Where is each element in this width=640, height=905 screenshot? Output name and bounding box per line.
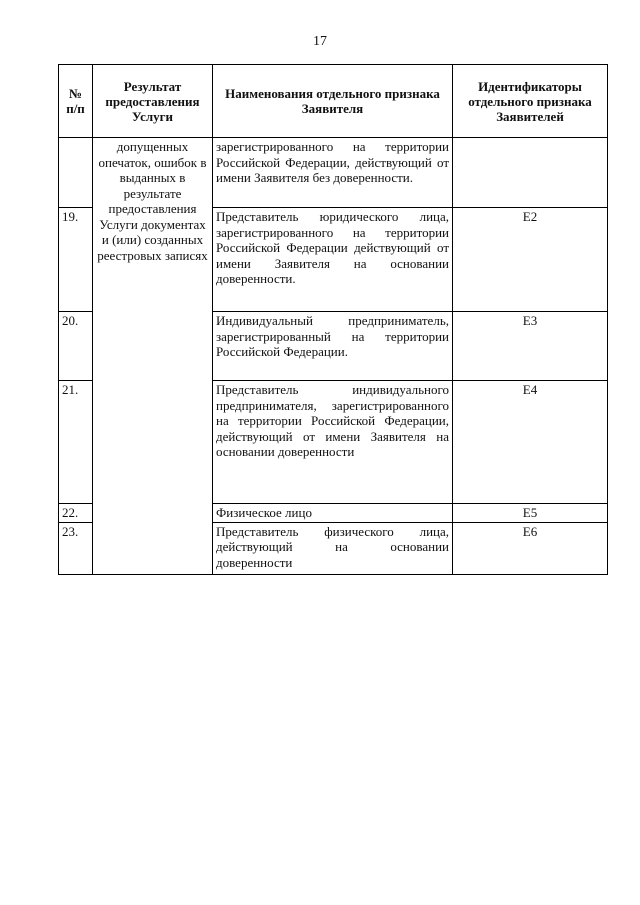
row-name: Представитель юридического лица, зарегистрированного на территории Российской Федерации действующий от имени Заявителя на основании доверенности. bbox=[213, 208, 453, 312]
header-code: Идентификаторы отдельного признака Заявителей bbox=[453, 65, 608, 138]
result-cell bbox=[93, 138, 213, 575]
row-num: 21. bbox=[59, 381, 93, 504]
row-name: Представитель физического лица, действующий на основании доверенности bbox=[213, 522, 453, 574]
row-num: 20. bbox=[59, 312, 93, 381]
row-name: Индивидуальный предприниматель, зарегистрированный на территории Российской Федерации. bbox=[213, 312, 453, 381]
row-code: Е2 bbox=[453, 208, 608, 312]
row-num: 19. bbox=[59, 208, 93, 312]
row-code: Е5 bbox=[453, 504, 608, 523]
row-num bbox=[59, 138, 93, 208]
header-result: Результат предоставления Услуги bbox=[93, 65, 213, 138]
header-name: Наименования отдельного признака Заявителя bbox=[213, 65, 453, 138]
row-name: Физическое лицо bbox=[213, 504, 453, 523]
table-row bbox=[59, 138, 608, 208]
row-code: Е3 bbox=[453, 312, 608, 381]
applicant-table bbox=[58, 64, 608, 575]
row-code: Е6 bbox=[453, 522, 608, 574]
result-text: допущенных опечаток, ошибок в выданных в результате предоставления Услуги документах и (или) созданных реестровых записях bbox=[97, 139, 208, 263]
header-num: № п/п bbox=[59, 65, 93, 138]
row-code bbox=[453, 138, 608, 208]
row-name: Представитель индивидуального предпринимателя, зарегистрированного на территории Российской Федерации, действующий от имени Заявителя на основании доверенности bbox=[213, 381, 453, 504]
page-number: 17 bbox=[313, 34, 327, 49]
table-header-row bbox=[59, 65, 608, 138]
row-num: 23. bbox=[59, 522, 93, 574]
row-num: 22. bbox=[59, 504, 93, 523]
row-code: Е4 bbox=[453, 381, 608, 504]
row-name: зарегистрированного на территории Российской Федерации, действующий от имени Заявителя без доверенности. bbox=[213, 138, 453, 208]
